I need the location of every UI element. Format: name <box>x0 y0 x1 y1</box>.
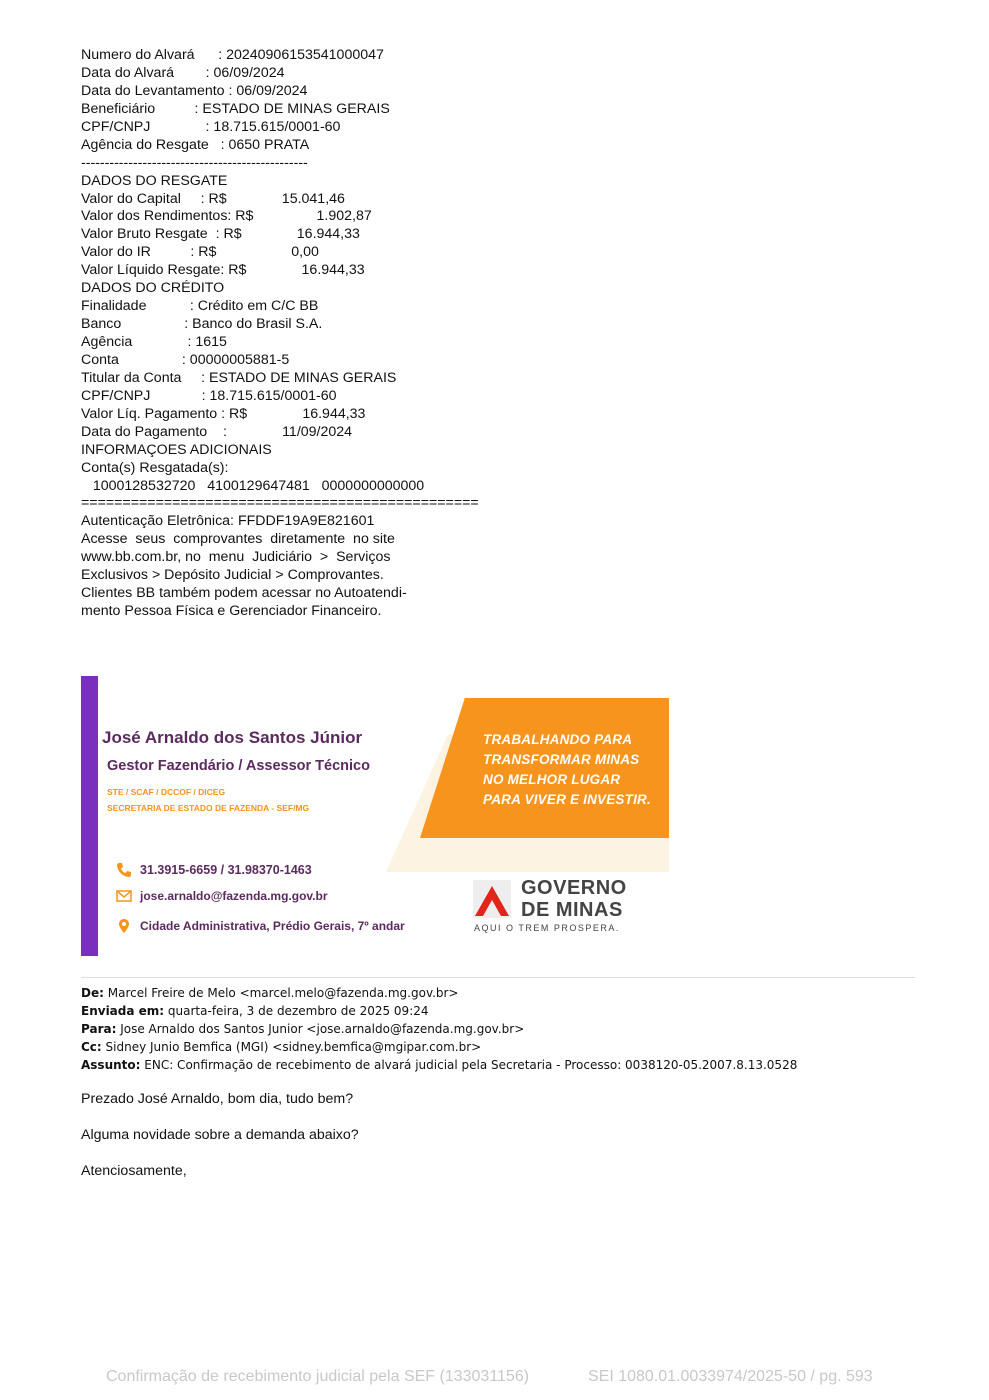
signature-role: Gestor Fazendário / Assessor Técnico <box>107 758 370 774</box>
receipt-line: 1000128532720 4100129647481 0000000000000 <box>81 477 425 494</box>
email-sent: Enviada em: quarta-feira, 3 de dezembro de 2025 09:24 <box>81 1004 429 1018</box>
location-pin-icon <box>116 918 132 934</box>
receipt-line: Data do Alvará : 06/09/2024 <box>81 64 285 81</box>
receipt-line: DADOS DO CRÉDITO <box>81 280 225 297</box>
footer-page-reference: SEI 1080.01.0033974/2025-50 / pg. 593 <box>588 1368 873 1385</box>
receipt-line: www.bb.com.br, no menu Judiciário > Serviços <box>81 549 391 566</box>
receipt-line: Exclusivos > Depósito Judicial > Comprovantes. <box>81 567 384 584</box>
signature-accent-bar <box>81 676 98 956</box>
receipt-line: Beneficiário : ESTADO DE MINAS GERAIS <box>81 100 390 117</box>
receipt-line: Valor Bruto Resgate : R$ 16.944,33 <box>81 226 360 243</box>
receipt-line: Valor do IR : R$ 0,00 <box>81 244 319 261</box>
signature-email[interactable]: jose.arnaldo@fazenda.mg.gov.br <box>140 889 328 903</box>
email-closing: Atenciosamente, <box>81 1163 187 1179</box>
mail-icon <box>116 888 132 904</box>
email-cc: Cc: Sidney Junio Bemfica (MGI) <sidney.bemfica@mgipar.com.br> <box>81 1040 482 1054</box>
email-question: Alguma novidade sobre a demanda abaixo? <box>81 1127 359 1143</box>
receipt-line: Numero do Alvará : 20240906153541000047 <box>81 47 384 63</box>
receipt-line: Valor dos Rendimentos: R$ 1.902,87 <box>81 208 372 225</box>
email-subject: Assunto: ENC: Confirmação de recebimento de alvará judicial pela Secretaria - Processo: 0038120-05.2007.8.13.0528 <box>81 1058 798 1072</box>
email-from: De: Marcel Freire de Melo <marcel.melo@fazenda.mg.gov.br> <box>81 986 459 1000</box>
signature-address-row <box>116 918 405 934</box>
email-signature <box>81 676 669 956</box>
email-greeting: Prezado José Arnaldo, bom dia, tudo bem? <box>81 1091 354 1107</box>
receipt-line: DADOS DO RESGATE <box>81 172 228 189</box>
receipt-line: Clientes BB também podem acessar no Autoatendi- <box>81 585 407 602</box>
receipt-line: CPF/CNPJ : 18.715.615/0001-60 <box>81 387 337 404</box>
email-to: Para: Jose Arnaldo dos Santos Junior <jose.arnaldo@fazenda.mg.gov.br> <box>81 1022 525 1036</box>
signature-email-row <box>116 888 328 904</box>
signature-name: José Arnaldo dos Santos Júnior <box>102 728 363 747</box>
receipt-line: Valor do Capital : R$ 15.041,46 <box>81 190 345 207</box>
receipt-line: Acesse seus comprovantes diretamente no site <box>81 531 395 548</box>
receipt-line: Valor Líquido Resgate: R$ 16.944,33 <box>81 262 365 279</box>
receipt-line: Data do Pagamento : 11/09/2024 <box>81 423 353 440</box>
receipt-line: Banco : Banco do Brasil S.A. <box>81 316 323 333</box>
signature-phone: 31.3915-6659 / 31.98370-1463 <box>140 863 312 877</box>
footer-document-title: Confirmação de recebimento judicial pela SEF (133031156) <box>106 1368 530 1385</box>
phone-icon <box>116 862 132 878</box>
email-divider <box>81 977 915 978</box>
signature-secretariat: SECRETARIA DE ESTADO DE FAZENDA - SEF/MG <box>107 803 310 813</box>
slogan-text: TRABALHANDO PARA TRANSFORMAR MINAS NO MELHOR LUGAR PARA VIVER E INVESTIR. <box>483 732 651 807</box>
receipt-line: Finalidade : Crédito em C/C BB <box>81 298 319 315</box>
governo-minas-wordmark: GOVERNO DE MINAS <box>521 877 627 921</box>
receipt-line: ------------------------------------------------ <box>81 154 308 171</box>
governo-minas-tagline: AQUI O TREM PROSPERA. <box>474 923 620 933</box>
receipt-line: Agência do Resgate : 0650 PRATA <box>81 136 310 153</box>
email-header <box>81 984 797 1074</box>
receipt-line: ================================================ <box>81 495 479 512</box>
receipt-line: CPF/CNPJ : 18.715.615/0001-60 <box>81 118 341 135</box>
receipt-block <box>81 47 479 621</box>
receipt-line: Agência : 1615 <box>81 334 227 350</box>
signature-address: Cidade Administrativa, Prédio Gerais, 7º andar <box>140 919 405 933</box>
receipt-line: Autenticação Eletrônica: FFDDF19A9E821601 <box>81 513 375 530</box>
receipt-line: Conta(s) Resgatada(s): <box>81 459 229 476</box>
signature-phone-row <box>116 862 312 878</box>
receipt-line: Conta : 00000005881-5 <box>81 351 290 368</box>
receipt-line: Valor Líq. Pagamento : R$ 16.944,33 <box>81 405 366 422</box>
receipt-line: INFORMAÇOES ADICIONAIS <box>81 441 272 458</box>
receipt-line: Data do Levantamento : 06/09/2024 <box>81 82 308 99</box>
signature-department: STE / SCAF / DCCOF / DICEG <box>107 787 226 797</box>
receipt-line: Titular da Conta : ESTADO DE MINAS GERAIS <box>81 369 397 386</box>
receipt-line: mento Pessoa Física e Gerenciador Financeiro. <box>81 603 382 620</box>
